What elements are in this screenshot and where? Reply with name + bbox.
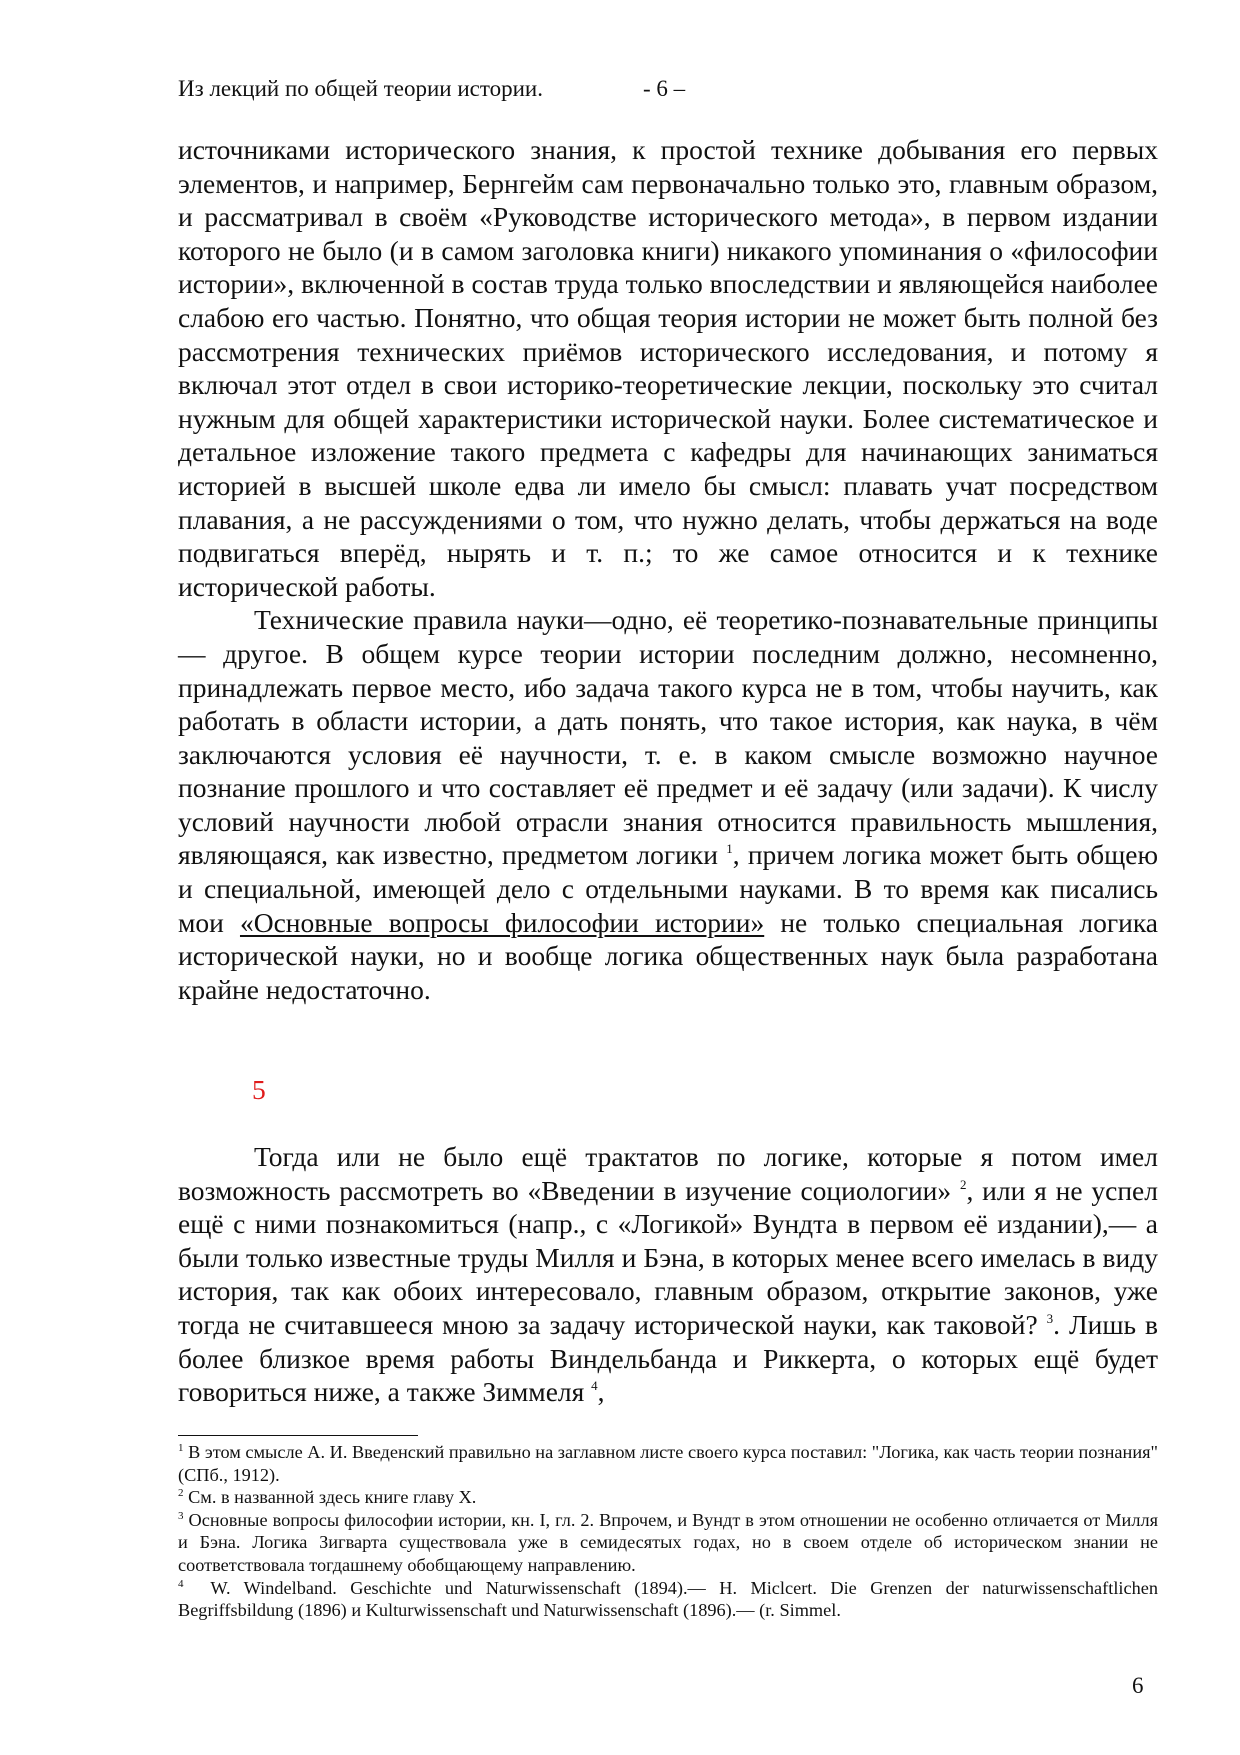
paragraph-2-text-end: не только специальная логика исторической науки, но и вообще логика общественных наук была разработана крайне недостаточно. (178, 906, 1158, 1005)
footnote-marker: 1 (178, 1442, 184, 1454)
footnote-2 (178, 1486, 1158, 1509)
footnote-marker: 2 (178, 1487, 184, 1500)
main-text-block (178, 133, 1158, 1006)
footnote-ref-1[interactable]: 1 (726, 841, 733, 857)
footnote-3 (178, 1509, 1158, 1577)
footnote-text: W. Windelband. Geschichte und Naturwissenschaft (1894).— H. Miclcert. Die Grenzen der naturwissenschaftlichen Begriffsbildung (1896) и Kulturwissenschaft und Naturwissenschaft (1896).— (r. Simmel. (178, 1577, 1158, 1621)
footnote-4 (178, 1577, 1158, 1622)
footnote-separator (178, 1435, 418, 1436)
paragraph-3-text-cont: , или я не успел ещё с ними познакомиться (напр., с «Логикой» Вундта в первом её издании),— а были только известные труды Милля и Бэна, в которых менее всего имелась в виду история, так как обоих интересовало, главным образом, открытие законов, уже тогда не считавшееся мною за задачу исторической науки, как таковой? (178, 1174, 1158, 1340)
paragraph-3-text: Тогда или не было ещё трактатов по логике, которые я потом имел возможность рассмотреть во «Введении в изучение социологии» (178, 1141, 1158, 1206)
footnote-ref-4[interactable]: 4 (591, 1378, 598, 1394)
paragraph-3-text-cont-2: . Лишь в более близкое время работы Виндельбанда и Риккерта, о которых ещё будет говориться ниже, а также Зиммеля (178, 1308, 1158, 1408)
running-header (178, 74, 686, 104)
main-text-block-2 (178, 1140, 1158, 1409)
footnote-1 (178, 1441, 1158, 1486)
book-title-link[interactable]: «Основные вопросы философии истории» (239, 906, 765, 938)
paragraph-2-text: Технические правила науки—одно, её теоретико-познавательные принципы — другое. В общем курсе теории истории последним должно, несомненно, принадлежать первое место, ибо задача такого курса не в том, чтобы научить, как работать в области истории, а дать понять, что такое история, как наука, в чём заключаются условия её научности, т. е. в каком смысле возможно научное познание прошлого и что составляет её предмет и её задачу (или задачи). К числу условий научности любой отрасли знания относится правильность мышления, являющаяся, как известно, предметом логики (178, 604, 1158, 871)
paragraph-1: источниками исторического знания, к простой технике добывания его первых элементов, и например, Бернгейм сам первоначально только это, главным образом, и рассматривал в своём «Руководстве исторического метода», в первом издании которого не было (и в самом заголовка книги) никакого упоминания о «философии истории», включенной в состав труда только впоследствии и являющейся наиболее слабою его частью. Понятно, что общая теория истории не может быть полной без рассмотрения технических приёмов исторического исследования, и потому я включал этот отдел в свои историко-теоретические лекции, поскольку это считал нужным для общей характеристики исторической науки. Более систематическое и детальное изложение такого предмета с кафедры для начинающих заниматься историей в высшей школе едва ли имело бы смысл: плавать учат посредством плавания, а не рассуждениями о том, что нужно делать, чтобы держаться на воде подвигаться вперёд, нырять и т. п.; то же самое относится и к технике исторической работы. (178, 134, 1158, 602)
section-number: 5 (252, 1074, 266, 1105)
footnote-ref-3[interactable]: 3 (1046, 1310, 1054, 1326)
paragraph-2 (178, 603, 1158, 1006)
paragraph-3 (178, 1140, 1158, 1409)
footnote-ref-2[interactable]: 2 (959, 1176, 967, 1192)
footnote-text: Основные вопросы философии истории, кн. I, гл. 2. Впрочем, и Вундт в этом отношении не особенно отличается от Милля и Бэна. Логика Зигварта существовала уже в семидесятых годах, но в своем отделе об историческом знании не соответствовала тогдашнему обобщающему направлению. (178, 1509, 1158, 1575)
footnotes (178, 1441, 1158, 1622)
page-number: 6 (1132, 1673, 1144, 1698)
header-title: Из лекций по общей теории истории. (178, 76, 543, 101)
footnote-text: См. в названной здесь книге главу X. (188, 1487, 477, 1508)
paragraph-2-text-cont: , причем логика может быть общею и специальной, имеющей дело с отдельными науками. В то время как писались мои (178, 839, 1159, 938)
footnote-text: В этом смысле А. И. Введенский правильно на заглавном листе своего курса поставил: "Логика, как часть теории познания" (СПб., 1912). (178, 1442, 1158, 1485)
paragraph-3-text-end: , (597, 1376, 605, 1408)
footnote-marker: 4 (178, 1577, 184, 1590)
header-page-indicator: - 6 – (643, 76, 686, 101)
footnote-marker: 3 (178, 1509, 184, 1522)
